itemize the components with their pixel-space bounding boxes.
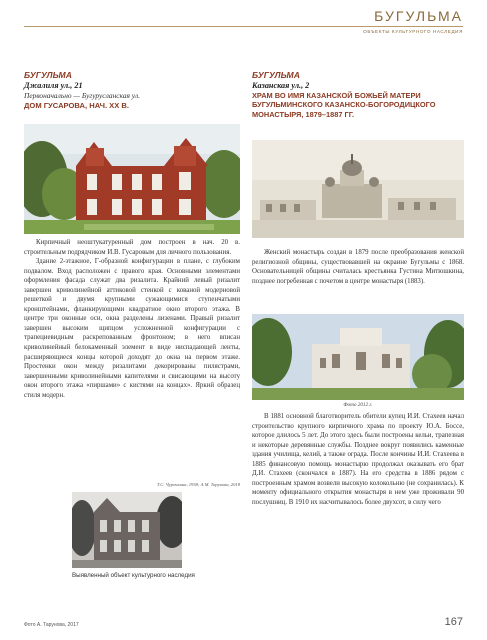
gusarov-house-photo [24,124,240,234]
left-entry-header [24,70,240,110]
running-header-subtitle: ОБЪЕКТЫ КУЛЬТУРНОГО НАСЛЕДИЯ [363,29,463,34]
right-body-text-1 [252,248,464,286]
running-header-title: БУГУЛЬМА [374,8,463,24]
detected-object-photo [72,492,182,568]
page-number: 167 [444,616,463,628]
left-town-title: БУГУЛЬМА [24,70,72,80]
left-former-name: Первоначально — Бугурусланская ул. [24,91,140,100]
right-address: Казанская ул., 2 [252,81,310,90]
left-heading: ДОМ ГУСАРОВА, НАЧ. XX В. [24,101,130,110]
right-photo-caption: Фото 2012 г. [343,402,373,408]
left-body-text [24,238,240,400]
right-paragraph-1: Женский монастырь создан в 1879 после преобразования женской религиозной общины, существовавшей на окраине Бугульмы с 1868. Основательницей общины считалась крестьянка Густина Митюшкина, позднее погребенная с почетом в центре монастыря (1883). [252,249,464,285]
detected-object-label: Выявленный объект культурного наследия [72,572,195,579]
left-paragraph: Здание 2-этажное, Г-образной конфигурации в плане, с глубоким подвалом. Вход расположен с правого края. Основными элементами оформления фасада служат два ризалита. Крайний левый ризалит завершен криволинейной аттиковой стенкой с кованой модерновой решеткой и двумя крупными сужающимися ступенчатыми кронштейнами, фланкирующими квадратное окно второго этажа. В центре три оконные оси, окна разделены лизенами. Правый ризалит завершен высоким щипцом усложненной конфигурации с трапециевидным раскрепованным фронтоном; в него вписан криволинейный белокаменный элемент в виде ниспадающей ленты, расширяющиеся концы которой доходят до окна на первом этаже. Простенки окон между ризалитами декорированы пилястрами, завершенными криволинейными капителями и свисающими на высоту окон второго этажа «пиршами» с кистями на концах». Яркий образец стиля модерн. [24,258,240,399]
right-town-title: БУГУЛЬМА [252,70,300,80]
church-2012-photo [252,314,464,400]
footer-credit: Фото А. Тарунова, 2017 [24,622,79,628]
header-rule [24,26,463,27]
left-paragraph: Кирпичный неоштукатуренный дом построен в нач. 20 в. строительным подрядчиком И.В. Гусаровым для личного пользования. [24,239,240,256]
left-photo-caption: Т.С. Чурочкина, 1958; А.М. Тарунова, 2018 [156,482,240,487]
monastery-historic-photo [252,140,464,238]
left-address: Джалиля ул., 21 [24,81,83,90]
right-body-text-2 [252,412,464,507]
right-heading: ХРАМ ВО ИМЯ КАЗАНСКОЙ БОЖЬЕЙ МАТЕРИ БУГУЛЬМИНСКОГО КАЗАНСКО-БОГОРОДИЦКОГО МОНАСТЫРЯ, 1879–1887 ГГ. [252,91,436,119]
right-entry-header [252,70,464,119]
right-paragraph-2: В 1881 основной благотворитель обители купец И.И. Стахеев начал строительство крупного кирпичного храма по проекту Ю.А. Боссе, которое длилось 5 лет. До этого здесь были построены кельи, трапезная и некоторые деревянные службы. Позднее вокруг появились каменные здания училища, келий, а также ограда. После кончины И.И. Стахеева в 1885 финансовую помощь монастырю продолжал оказывать его брат Д.И. Стахеев (скончался в 1887). На его средства в 1886 рядом с построенным храмом возвели высокую колокольню (не сохранилась). К моменту официального открытия монастыря в нем уже проживали 90 послушниц. В 1910 их насчитывалось более двухсот, в силу чего [252,413,464,506]
